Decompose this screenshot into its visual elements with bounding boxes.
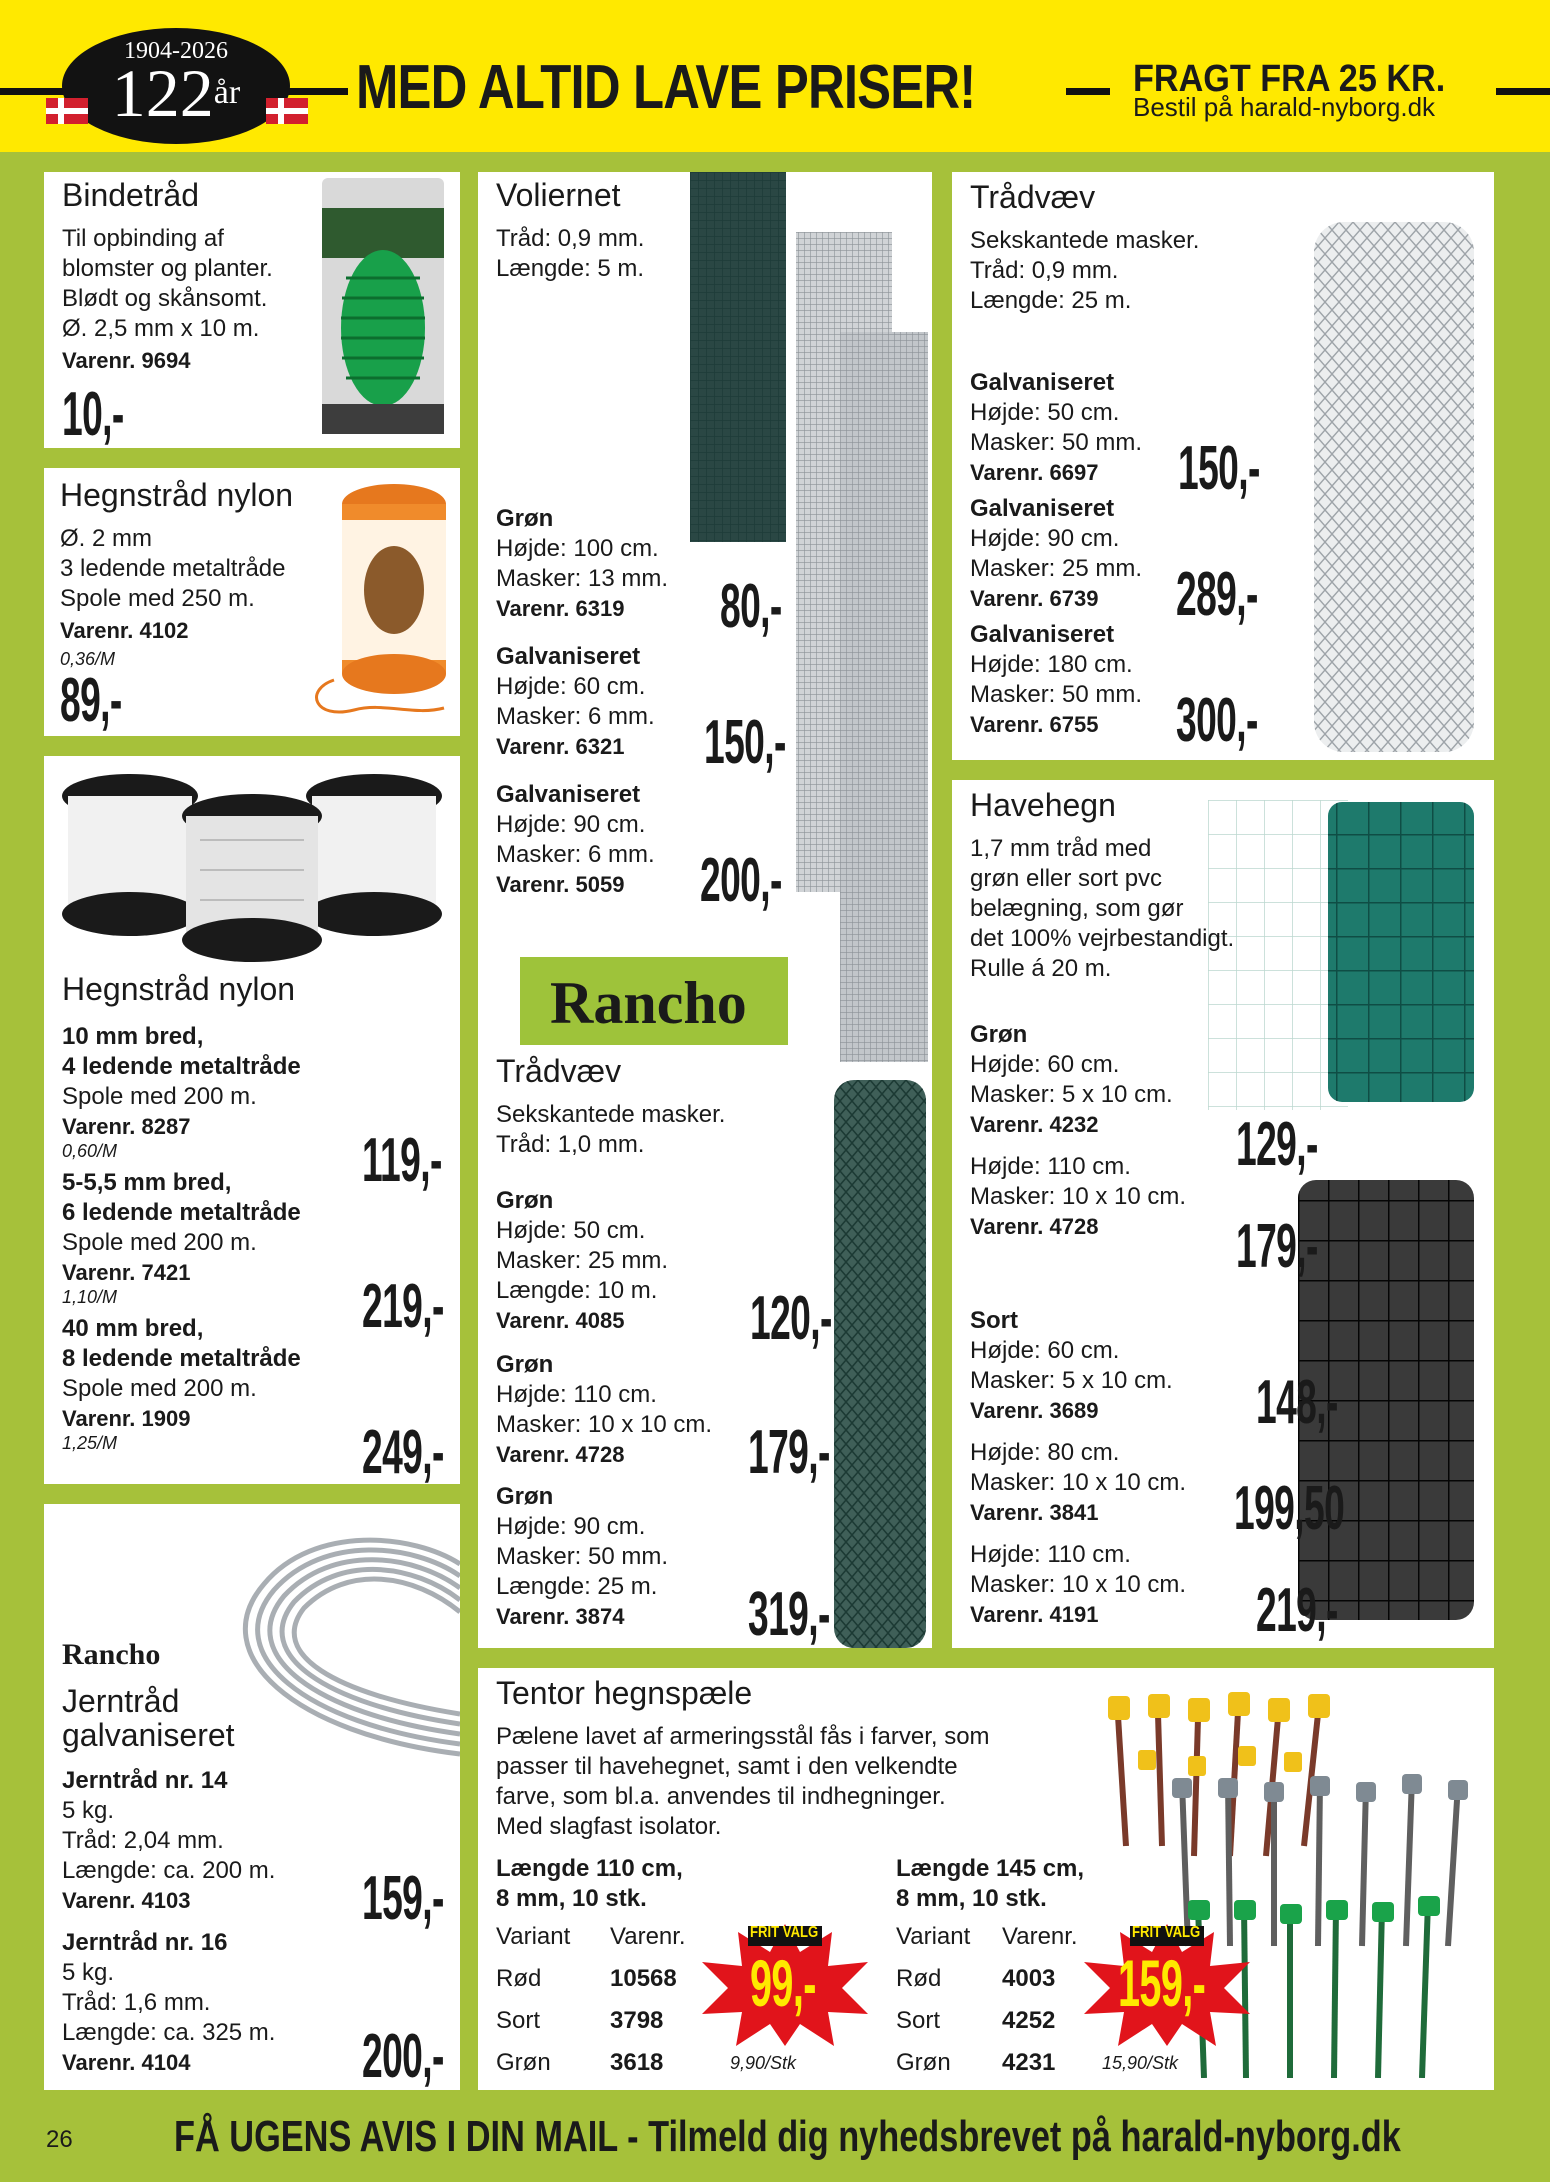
product-title: Jerntråd	[62, 1683, 180, 1719]
price: 119,-	[362, 1126, 442, 1195]
item-number: Varenr. 4728	[496, 1442, 625, 1467]
item-number: Varenr. 8287	[62, 1114, 191, 1139]
green-hex-mesh-roll-image	[828, 1080, 932, 1648]
spec-line: Højde: 50 cm.	[496, 1217, 646, 1244]
product-title: Havehegn	[970, 787, 1116, 823]
column-header-varenr: Varenr.	[1002, 1923, 1078, 1950]
price: 159,-	[1118, 1946, 1206, 2020]
white-tape-spools-image	[60, 770, 444, 970]
anniversary-years: 1904-2026	[124, 38, 228, 64]
spec-line: Masker: 50 mm.	[970, 681, 1143, 708]
spec-line: Masker: 50 mm.	[496, 1543, 669, 1570]
galvanized-hex-mesh-roll-image	[1304, 222, 1484, 752]
spec-line: Længde: 10 m.	[496, 1277, 658, 1304]
spec-heading: Grøn	[496, 505, 554, 532]
spec-heading: 5-5,5 mm bred,	[62, 1169, 232, 1196]
varenr-cell: 3798	[610, 2007, 664, 2034]
spec-line: Længde: 25 m.	[496, 1573, 658, 1600]
price: 199,50	[1234, 1474, 1345, 1543]
price: 120,-	[750, 1284, 832, 1353]
varenr-cell: 3618	[610, 2049, 664, 2076]
spec-line: Længde: ca. 325 m.	[62, 2019, 276, 2046]
item-number: Varenr. 4104	[62, 2050, 191, 2075]
variant-cell: Rød	[496, 1965, 542, 1992]
varenr-cell: 4252	[1002, 2007, 1056, 2034]
spec-line: Masker: 13 mm.	[496, 565, 669, 592]
product-desc: Sekskantede masker.	[496, 1101, 726, 1128]
unit-price: 15,90/Stk	[1102, 2053, 1179, 2073]
product-desc: Længde: 25 m.	[970, 287, 1132, 314]
rancho-logo	[520, 957, 788, 1045]
header-rule-right2	[1496, 88, 1550, 95]
varenr-cell: 4231	[1002, 2049, 1056, 2076]
green-wire-spool-image	[318, 178, 448, 434]
price: 150,-	[1178, 434, 1260, 503]
spec-line: 5 kg.	[62, 1959, 115, 1986]
price: 159,-	[362, 1864, 444, 1933]
product-title: Tentor hegnspæle	[496, 1675, 753, 1711]
price: 289,-	[1176, 560, 1258, 629]
spec-line: Masker: 10 x 10 cm.	[496, 1411, 713, 1438]
price: 148,-	[1256, 1368, 1338, 1437]
spec-heading: 6 ledende metaltråde	[62, 1199, 301, 1226]
price: 200,-	[700, 846, 782, 915]
price: 219,-	[362, 1272, 444, 1341]
variant-cell: Grøn	[896, 2049, 951, 2076]
product-desc: Med slagfast isolator.	[496, 1813, 722, 1840]
spec-line: Masker: 50 mm.	[970, 429, 1143, 456]
item-number: Varenr. 3874	[496, 1604, 625, 1629]
price: 179,-	[748, 1418, 830, 1487]
spec-heading: Grøn	[496, 1483, 554, 1510]
header-rule-left	[0, 88, 66, 95]
item-number: Varenr. 6755	[970, 712, 1099, 737]
variant-cell: Sort	[496, 2007, 541, 2034]
spec-line: Højde: 180 cm.	[970, 651, 1133, 678]
product-desc: Ø. 2,5 mm x 10 m.	[62, 315, 260, 342]
spec-line: 5 kg.	[62, 1797, 115, 1824]
spec-line: Højde: 100 cm.	[496, 535, 659, 562]
unit-price: 0,36/M	[60, 649, 116, 669]
product-title: Hegnstråd nylon	[60, 477, 294, 513]
item-number: Varenr. 6321	[496, 734, 625, 759]
product-desc: Rulle á 20 m.	[970, 955, 1112, 982]
header-rule-right1	[1066, 88, 1110, 95]
spec-heading: 40 mm bred,	[62, 1315, 204, 1342]
item-number: Varenr. 4232	[970, 1112, 1099, 1137]
unit-price: 1,25/M	[62, 1433, 118, 1453]
spec-heading: Galvaniseret	[496, 643, 641, 670]
product-title: Trådvæv	[496, 1053, 622, 1089]
product-hegnstraad-1	[44, 468, 460, 736]
item-number: Varenr. 4085	[496, 1308, 625, 1333]
product-desc: Tråd: 0,9 mm.	[496, 225, 645, 252]
product-tradvaev	[952, 172, 1494, 760]
spec-line: Højde: 60 cm.	[970, 1051, 1120, 1078]
product-bindetraad	[44, 172, 460, 448]
spec-line: Højde: 110 cm.	[970, 1153, 1131, 1180]
product-hegnstraad-2	[44, 756, 460, 1487]
product-desc: Sekskantede masker.	[970, 227, 1200, 254]
price: 80,-	[720, 572, 782, 641]
product-desc: Længde: 5 m.	[496, 255, 645, 282]
varenr-cell: 10568	[610, 1965, 677, 1992]
spec-line: Højde: 50 cm.	[970, 399, 1120, 426]
spec-line: Masker: 6 mm.	[496, 841, 655, 868]
spec-line: Masker: 10 x 10 cm.	[970, 1469, 1187, 1496]
spec-line: Spole med 200 m.	[62, 1083, 257, 1110]
anniversary-age: 122	[111, 55, 214, 131]
anniversary-age-suffix: år	[213, 74, 241, 111]
variant-cell: Rød	[896, 1965, 942, 1992]
product-desc: Ø. 2 mm	[60, 525, 153, 552]
spec-line: Masker: 25 mm.	[970, 555, 1143, 582]
spec-heading: 8 mm, 10 stk.	[496, 1885, 647, 1912]
spec-heading: 4 ledende metaltråde	[62, 1053, 301, 1080]
price: 150,-	[704, 708, 786, 777]
price: 129,-	[1236, 1110, 1318, 1179]
column-header-variant: Variant	[496, 1923, 571, 1950]
product-desc: blomster og planter.	[62, 255, 273, 282]
orange-wire-spool-image	[294, 480, 454, 730]
column-header-variant: Variant	[896, 1923, 971, 1950]
item-number: Varenr. 7421	[62, 1260, 191, 1285]
price: 179,-	[1236, 1212, 1318, 1281]
spec-line: Højde: 110 cm.	[496, 1381, 657, 1408]
item-number: Varenr. 6739	[970, 586, 1099, 611]
header-rule-mid	[288, 88, 348, 95]
item-number: Varenr. 4102	[60, 618, 189, 643]
spec-heading: Jerntråd nr. 14	[62, 1767, 228, 1794]
unit-price: 0,60/M	[62, 1141, 118, 1161]
product-desc: passer til havehegnet, samt i den velkendte	[496, 1753, 958, 1780]
column-header-varenr: Varenr.	[610, 1923, 686, 1950]
spec-heading: Galvaniseret	[970, 495, 1115, 522]
product-tentor	[478, 1668, 1494, 2090]
spec-line: Masker: 10 x 10 cm.	[970, 1571, 1187, 1598]
item-number: Varenr. 9694	[62, 348, 191, 373]
product-havehegn	[952, 780, 1494, 1648]
spec-heading: Grøn	[970, 1021, 1028, 1048]
freight-text: FRAGT FRA 25 KR.	[1133, 58, 1446, 100]
price: 10,-	[62, 380, 124, 449]
order-link[interactable]: Bestil på harald-nyborg.dk	[1133, 92, 1436, 122]
spec-line: Spole med 200 m.	[62, 1375, 257, 1402]
danish-flag-icon	[46, 98, 88, 124]
spec-heading: 8 mm, 10 stk.	[896, 1885, 1047, 1912]
item-number: Varenr. 6319	[496, 596, 625, 621]
product-desc: Til opbinding af	[62, 225, 224, 252]
spec-heading: Jerntråd nr. 16	[62, 1929, 228, 1956]
item-number: Varenr. 3689	[970, 1398, 1099, 1423]
product-title: Hegnstråd nylon	[62, 971, 296, 1007]
header-slogan: MED ALTID LAVE PRISER!	[356, 53, 976, 122]
product-desc: det 100% vejrbestandigt.	[970, 925, 1235, 952]
price: 99,-	[750, 1946, 816, 2020]
variant-cell: Grøn	[496, 2049, 551, 2076]
badge-label: FRIT VALG	[1132, 1924, 1201, 1941]
spec-line: Højde: 60 cm.	[970, 1337, 1120, 1364]
spec-line: Masker: 10 x 10 cm.	[970, 1183, 1187, 1210]
spec-heading: 10 mm bred,	[62, 1023, 204, 1050]
spec-heading: 8 ledende metaltråde	[62, 1345, 301, 1372]
spec-line: Masker: 5 x 10 cm.	[970, 1367, 1173, 1394]
spec-heading: Galvaniseret	[496, 781, 641, 808]
anniversary-logo	[62, 28, 290, 144]
spec-heading: Grøn	[496, 1351, 554, 1378]
spec-heading: Sort	[970, 1307, 1018, 1334]
product-desc: Spole med 250 m.	[60, 585, 255, 612]
price: 249,-	[362, 1418, 444, 1487]
spec-heading: Længde 110 cm,	[496, 1855, 683, 1882]
item-number: Varenr. 5059	[496, 872, 625, 897]
spec-heading: Galvaniseret	[970, 621, 1115, 648]
spec-line: Tråd: 1,6 mm.	[62, 1989, 211, 2016]
product-desc: belægning, som gør	[970, 895, 1184, 922]
product-title: galvaniseret	[62, 1717, 235, 1753]
product-desc: 3 ledende metaltråde	[60, 555, 286, 582]
spec-line: Højde: 90 cm.	[970, 525, 1120, 552]
rancho-logo-text: Rancho	[550, 970, 747, 1036]
product-title: Bindetråd	[62, 177, 199, 213]
badge-label: FRIT VALG	[750, 1924, 819, 1941]
varenr-cell: 4003	[1002, 1965, 1056, 1992]
newsletter-banner[interactable]: FÅ UGENS AVIS I DIN MAIL - Tilmeld dig nyhedsbrevet på harald-nyborg.dk	[174, 2112, 1401, 2161]
price: 89,-	[60, 666, 122, 735]
product-desc: 1,7 mm tråd med	[970, 835, 1152, 862]
variant-cell: Sort	[896, 2007, 941, 2034]
item-number: Varenr. 6697	[970, 460, 1099, 485]
product-jerntraad	[44, 1504, 460, 2090]
item-number: Varenr. 4728	[970, 1214, 1099, 1239]
spec-heading: Galvaniseret	[970, 369, 1115, 396]
spec-line: Højde: 110 cm.	[970, 1541, 1131, 1568]
spec-heading: Grøn	[496, 1187, 554, 1214]
spec-line: Masker: 6 mm.	[496, 703, 655, 730]
product-voliernet	[478, 172, 932, 1648]
danish-flag-icon	[266, 98, 308, 124]
unit-price: 9,90/Stk	[730, 2053, 797, 2073]
spec-line: Højde: 60 cm.	[496, 673, 646, 700]
spec-heading: Længde 145 cm,	[896, 1855, 1085, 1882]
item-number: Varenr. 3841	[970, 1500, 1099, 1525]
price: 300,-	[1176, 686, 1258, 755]
page-number: 26	[46, 2126, 73, 2153]
item-number: Varenr. 4191	[970, 1602, 1099, 1627]
product-title: Voliernet	[496, 177, 621, 213]
price: 319,-	[748, 1580, 830, 1649]
spec-line: Højde: 90 cm.	[496, 811, 646, 838]
product-desc: Blødt og skånsomt.	[62, 285, 268, 312]
brand-name: Rancho	[62, 1638, 161, 1671]
spec-line: Masker: 25 mm.	[496, 1247, 669, 1274]
spec-line: Masker: 5 x 10 cm.	[970, 1081, 1173, 1108]
product-title: Trådvæv	[970, 179, 1096, 215]
spec-line: Højde: 90 cm.	[496, 1513, 646, 1540]
spec-line: Tråd: 2,04 mm.	[62, 1827, 224, 1854]
item-number: Varenr. 1909	[62, 1406, 191, 1431]
spec-line: Højde: 80 cm.	[970, 1439, 1120, 1466]
item-number: Varenr. 4103	[62, 1888, 191, 1913]
spec-line: Længde: ca. 200 m.	[62, 1857, 276, 1884]
spec-line: Spole med 200 m.	[62, 1229, 257, 1256]
unit-price: 1,10/M	[62, 1287, 118, 1307]
header-banner	[0, 0, 1550, 152]
product-desc: grøn eller sort pvc	[970, 865, 1163, 892]
product-desc: Tråd: 0,9 mm.	[970, 257, 1119, 284]
product-desc: farve, som bl.a. anvendes til indhegninger.	[496, 1783, 946, 1810]
product-desc: Pælene lavet af armeringsstål fås i farver, som	[496, 1723, 990, 1750]
price: 200,-	[362, 2022, 444, 2091]
product-desc: Tråd: 1,0 mm.	[496, 1131, 645, 1158]
price: 219,-	[1256, 1576, 1338, 1645]
